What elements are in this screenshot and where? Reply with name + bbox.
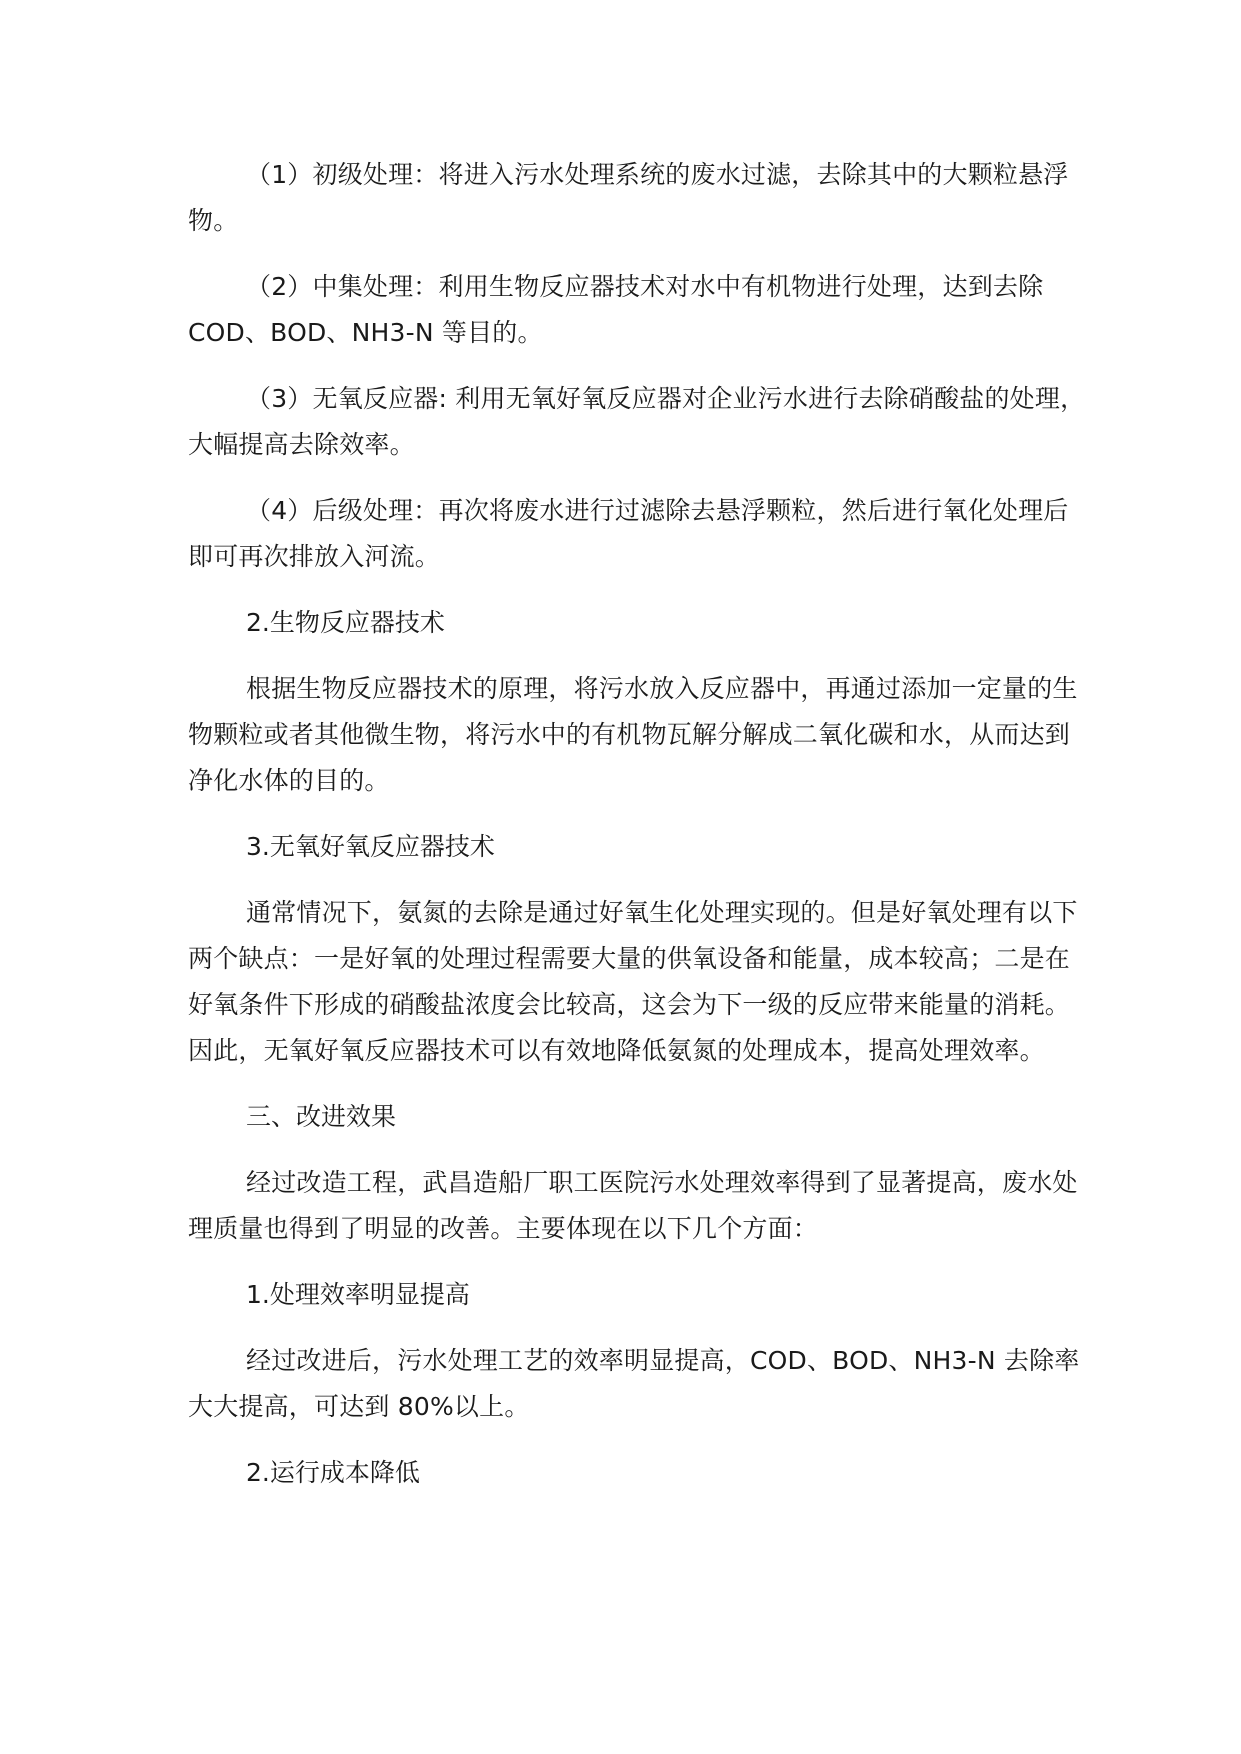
section-heading-anoxic-aerobic: 3.无氧好氧反应器技术 bbox=[246, 832, 495, 861]
paragraph-efficiency: 经过改进后，污水处理工艺的效率明显提高，COD、BOD、NH3-N 去除率大大提高，可达到 80%以上。 bbox=[188, 1346, 1080, 1421]
document-body bbox=[188, 152, 1088, 1516]
paragraph-bioreactor: 根据生物反应器技术的原理，将污水放入反应器中，再通过添加一定量的生物颗粒或者其他微生物，将污水中的有机物瓦解分解成二氧化碳和水，从而达到净化水体的目的。 bbox=[188, 674, 1078, 795]
section-heading-improvement-effects: 三、改进效果 bbox=[246, 1102, 397, 1131]
section-heading-efficiency: 1.处理效率明显提高 bbox=[246, 1280, 470, 1309]
section-heading-cost: 2.运行成本降低 bbox=[246, 1458, 420, 1487]
paragraph-post-treatment: （4）后级处理：再次将废水进行过滤除去悬浮颗粒，然后进行氧化处理后即可再次排放入河流。 bbox=[188, 496, 1069, 571]
paragraph-anoxic-reactor: （3）无氧反应器: 利用无氧好氧反应器对企业污水进行去除硝酸盐的处理，大幅提高去除效率。 bbox=[188, 384, 1086, 459]
paragraph-improvement-effects: 经过改造工程，武昌造船厂职工医院污水处理效率得到了显著提高，废水处理质量也得到了明显的改善。主要体现在以下几个方面： bbox=[188, 1168, 1078, 1243]
section-heading-bioreactor: 2.生物反应器技术 bbox=[246, 608, 445, 637]
paragraph-anoxic-aerobic: 通常情况下，氨氮的去除是通过好氧生化处理实现的。但是好氧处理有以下两个缺点：一是好氧的处理过程需要大量的供氧设备和能量，成本较高；二是在好氧条件下形成的硝酸盐浓度会比较高，这会为下一级的反应带来能量的消耗。因此，无氧好氧反应器技术可以有效地降低氨氮的处理成本，提高处理效率。 bbox=[188, 898, 1078, 1065]
paragraph-secondary-treatment: （2）中集处理：利用生物反应器技术对水中有机物进行处理，达到去除 COD、BOD、NH3-N 等目的。 bbox=[188, 272, 1044, 347]
paragraph-primary-treatment: （1）初级处理：将进入污水处理系统的废水过滤，去除其中的大颗粒悬浮物。 bbox=[188, 160, 1069, 235]
